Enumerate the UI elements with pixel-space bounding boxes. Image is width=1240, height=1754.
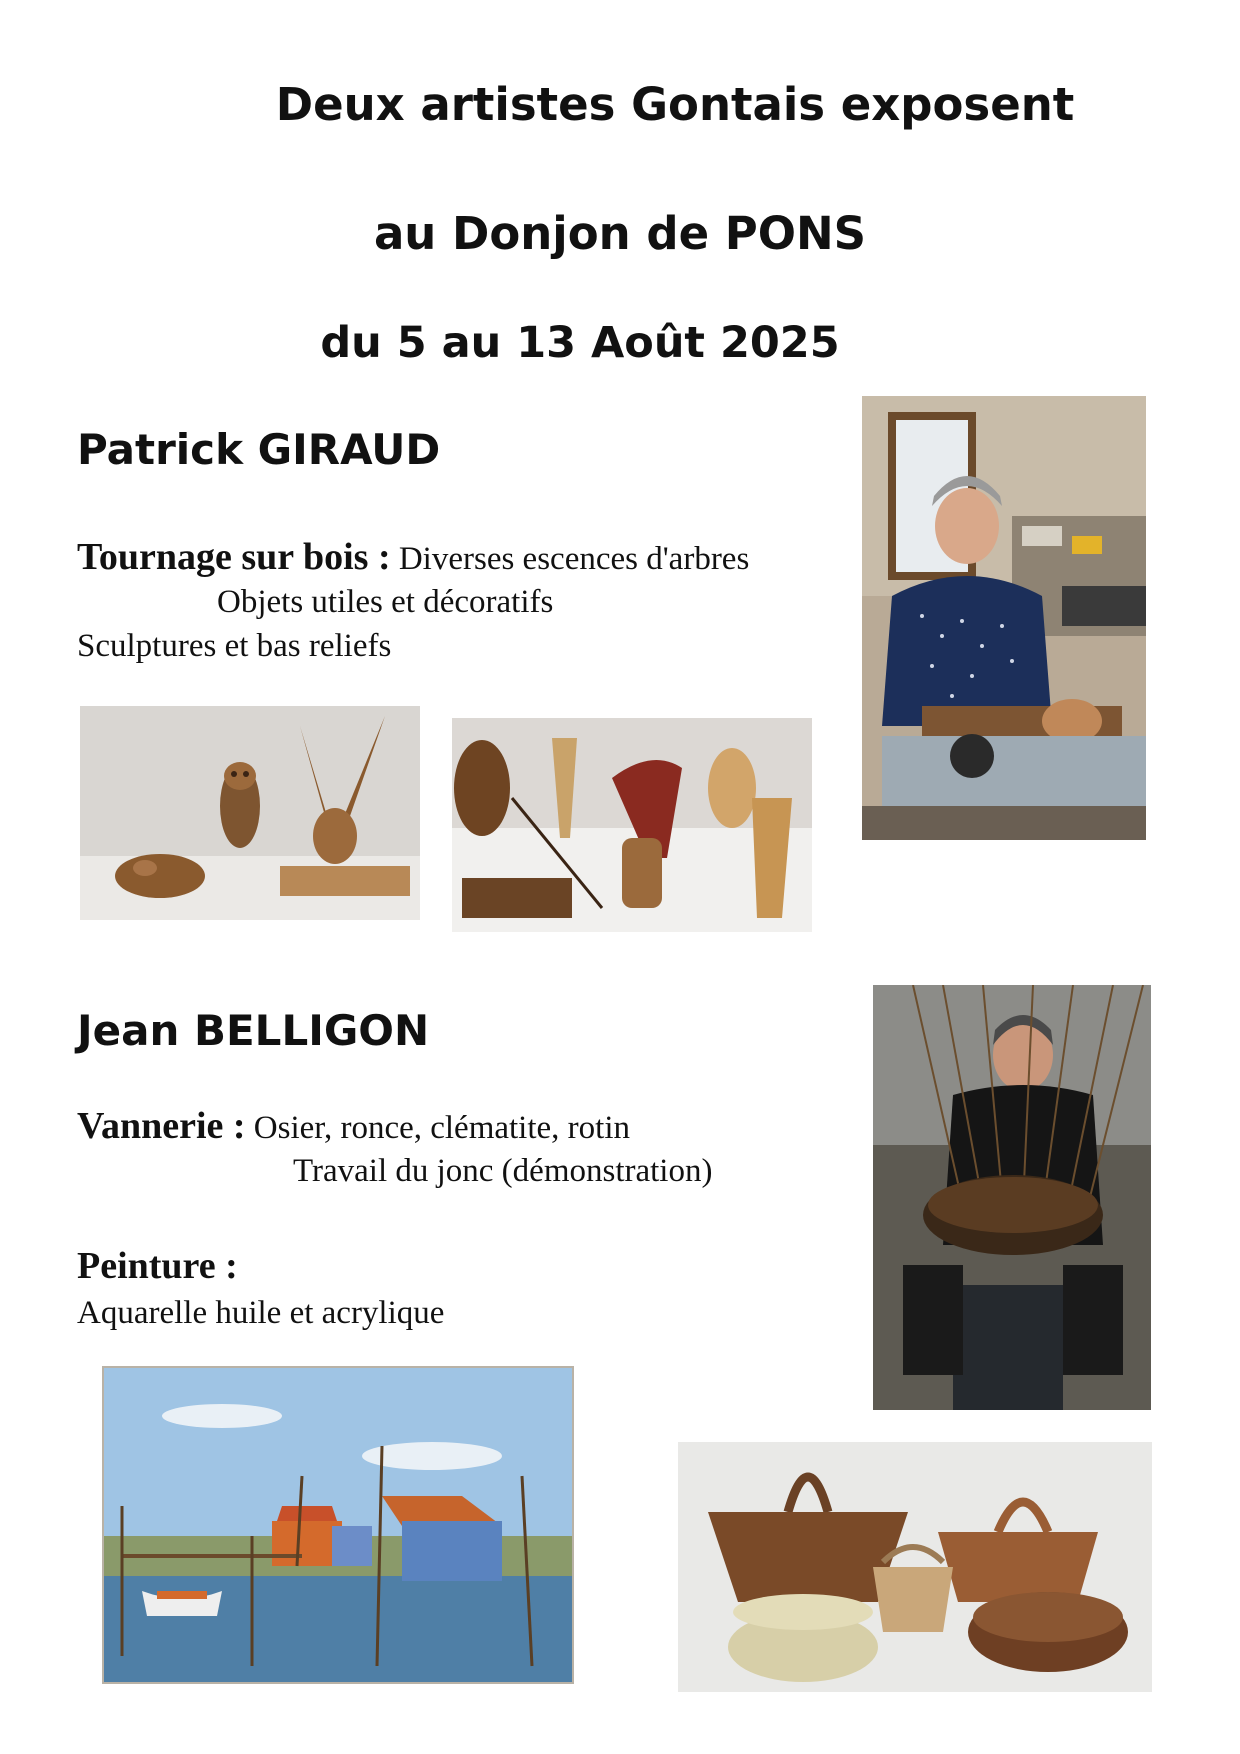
artist2-name: Jean BELLIGON (77, 1006, 430, 1055)
title-line-2: au Donjon de PONS (373, 207, 867, 260)
artist2-vannerie-label: Vannerie : (77, 1105, 246, 1147)
artist1-name: Patrick GIRAUD (77, 425, 441, 474)
photo-basket-weaver (873, 985, 1151, 1410)
artist2-vannerie-line (77, 1104, 630, 1148)
artist1-category-label: Tournage sur bois : (77, 536, 391, 578)
photo-woodturner (862, 396, 1146, 840)
artist1-line2: Objets utiles et décoratifs (217, 584, 554, 620)
photo-turned-objects (452, 718, 812, 932)
photo-sculptures (80, 706, 420, 920)
photo-baskets (678, 1442, 1152, 1692)
artist2-vannerie-line2: Travail du jonc (démonstration) (293, 1153, 713, 1189)
photo-painting (102, 1366, 574, 1684)
artist1-line3: Sculptures et bas reliefs (77, 628, 392, 664)
artist2-peinture-line (77, 1244, 238, 1288)
artist1-category-line (77, 535, 749, 579)
title-line-3: du 5 au 13 Août 2025 (320, 318, 840, 368)
artist1-category-text: Diverses escences d'arbres (398, 541, 750, 577)
artist2-peinture-label: Peinture : (77, 1245, 238, 1287)
artist2-peinture-text: Aquarelle huile et acrylique (77, 1295, 445, 1331)
title-line-1: Deux artistes Gontais exposent (275, 78, 1075, 131)
artist2-vannerie-text: Osier, ronce, clématite, rotin (253, 1110, 630, 1146)
